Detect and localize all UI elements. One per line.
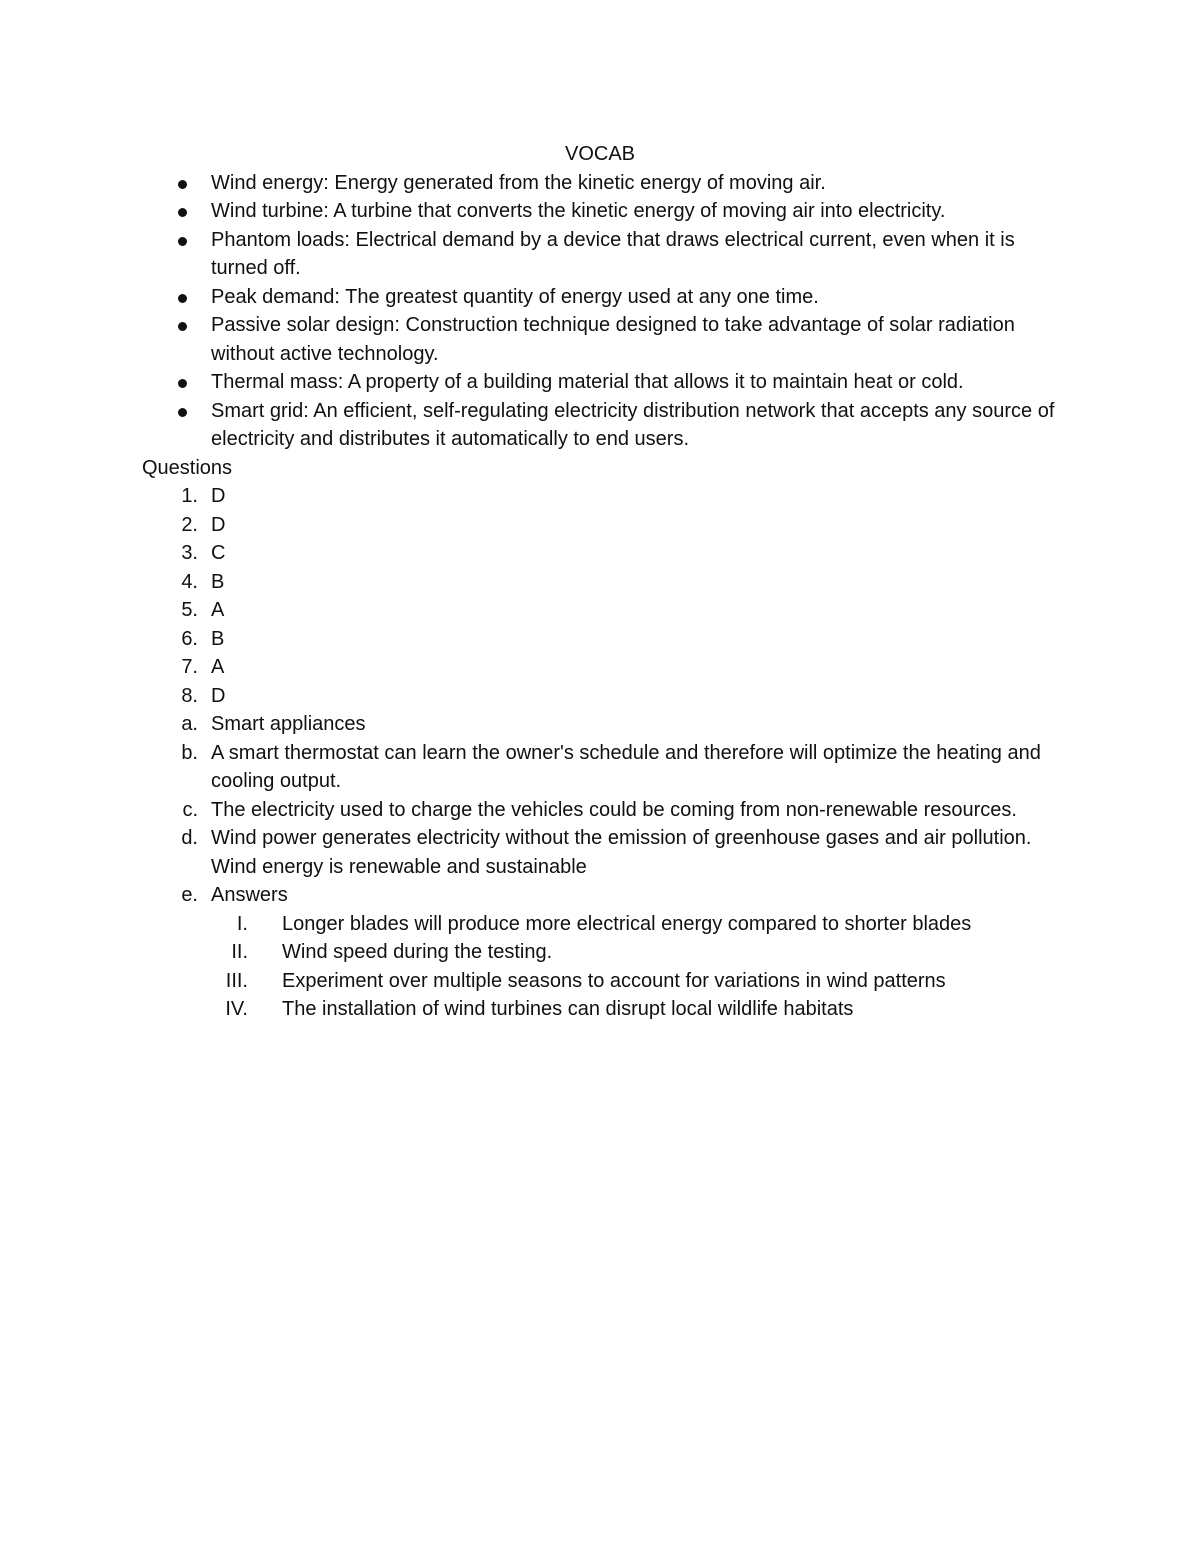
- bullet-icon: [178, 379, 187, 388]
- bullet-icon: [178, 208, 187, 217]
- answer-text: A: [211, 599, 225, 621]
- roman-marker: IV.: [225, 998, 248, 1020]
- numbered-answer-item: [142, 482, 1057, 511]
- vocab-text: Peak demand: The greatest quantity of energy used at any one time.: [211, 285, 819, 308]
- lettered-answer-item: [142, 710, 1057, 739]
- roman-marker: II.: [231, 941, 248, 963]
- numbered-answer-item: [142, 653, 1057, 682]
- roman-answer-text: Wind speed during the testing.: [282, 941, 553, 963]
- vocab-text: Thermal mass: A property of a building material that allows it to maintain heat or cold.: [211, 371, 964, 393]
- document-content: [142, 140, 1082, 1024]
- vocab-list: [142, 169, 1082, 454]
- bullet-icon: [178, 322, 187, 331]
- vocab-item: [142, 397, 1057, 454]
- answer-text: Wind power generates electricity without the emission of greenhouse gases and air pollution. Wind energy is renewable and sustainable: [211, 827, 1032, 878]
- answer-marker: 1.: [181, 485, 198, 507]
- vocab-item: [142, 226, 1057, 283]
- answer-text: D: [211, 513, 226, 536]
- answer-marker: e.: [181, 884, 198, 906]
- numbered-answer-list: [142, 482, 1082, 710]
- vocab-item: [142, 311, 1057, 368]
- vocab-item: [142, 368, 1057, 397]
- answer-marker: 2.: [181, 513, 198, 536]
- answer-text: D: [211, 684, 226, 707]
- answer-marker: 6.: [181, 627, 198, 650]
- answer-text: C: [211, 542, 226, 564]
- answer-text: Smart appliances: [211, 713, 366, 735]
- roman-answer-text: The installation of wind turbines can disrupt local wildlife habitats: [282, 998, 854, 1020]
- answer-text: The electricity used to charge the vehicles could be coming from non-renewable resources.: [211, 798, 1017, 821]
- answer-marker: 5.: [181, 599, 198, 621]
- roman-marker: I.: [236, 912, 248, 935]
- numbered-answer-item: [142, 511, 1057, 540]
- numbered-answer-item: [142, 625, 1057, 654]
- answer-marker: 7.: [181, 656, 198, 678]
- bullet-icon: [178, 237, 187, 246]
- bullet-icon: [178, 180, 187, 189]
- roman-answer-text: Longer blades will produce more electrical energy compared to shorter blades: [282, 912, 972, 935]
- answer-text: B: [211, 627, 225, 650]
- lettered-answer-item: [142, 881, 1057, 910]
- questions-label: Questions: [142, 456, 233, 479]
- lettered-answer-item: [142, 796, 1057, 825]
- answer-text: A smart thermostat can learn the owner's schedule and therefore will optimize the heating and cooling output.: [211, 741, 1041, 792]
- answer-marker: 8.: [181, 684, 198, 707]
- answer-marker: b.: [181, 741, 198, 764]
- lettered-answer-item: [142, 824, 1057, 881]
- roman-answer-item: [142, 938, 1082, 967]
- answer-marker: c.: [182, 798, 198, 821]
- answer-marker: 4.: [181, 570, 198, 593]
- lettered-answer-item: [142, 739, 1057, 796]
- numbered-answer-item: [142, 682, 1057, 711]
- roman-answer-text: Experiment over multiple seasons to account for variations in wind patterns: [282, 969, 946, 992]
- answer-text: A: [211, 656, 225, 678]
- bullet-icon: [178, 294, 187, 303]
- vocab-item: [142, 283, 1057, 312]
- answer-marker: d.: [181, 827, 198, 849]
- page-title: VOCAB: [564, 143, 636, 165]
- vocab-item: [142, 169, 1057, 198]
- answer-text: Answers: [211, 884, 288, 906]
- roman-answer-item: [142, 910, 1082, 939]
- numbered-answer-item: [142, 596, 1057, 625]
- numbered-answer-item: [142, 568, 1057, 597]
- roman-marker: III.: [225, 969, 248, 992]
- answer-marker: a.: [181, 713, 198, 735]
- lettered-answer-list: [142, 710, 1082, 910]
- roman-answer-list: [142, 910, 1082, 1024]
- answer-marker: 3.: [181, 542, 198, 564]
- vocab-text: Wind energy: Energy generated from the kinetic energy of moving air.: [211, 171, 826, 194]
- answer-text: D: [211, 485, 226, 507]
- roman-answer-item: [142, 967, 1082, 996]
- bullet-icon: [178, 408, 187, 417]
- roman-answer-item: [142, 995, 1082, 1024]
- vocab-text: Wind turbine: A turbine that converts the kinetic energy of moving air into electricity.: [211, 200, 946, 222]
- vocab-text: Passive solar design: Construction technique designed to take advantage of solar radiation without active technology.: [211, 314, 1015, 365]
- vocab-text: Phantom loads: Electrical demand by a device that draws electrical current, even when it is turned off.: [211, 228, 1015, 279]
- vocab-text: Smart grid: An efficient, self-regulating electricity distribution network that accepts any source of electricity and distributes it automatically to end users.: [211, 399, 1055, 450]
- vocab-item: [142, 197, 1057, 226]
- numbered-answer-item: [142, 539, 1057, 568]
- answer-text: B: [211, 570, 225, 593]
